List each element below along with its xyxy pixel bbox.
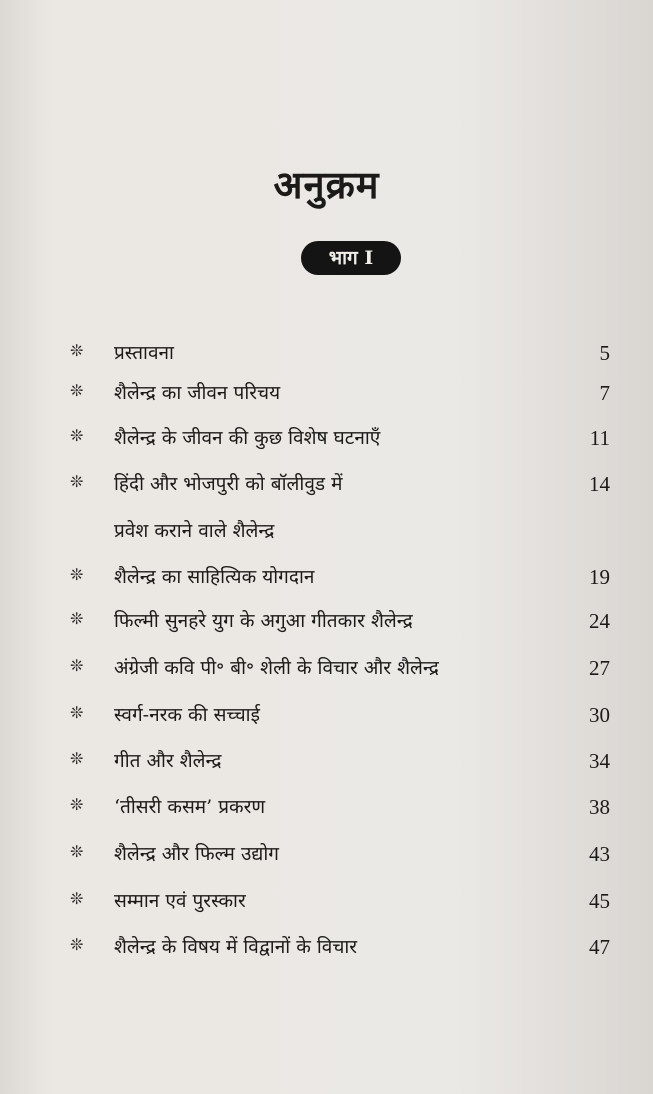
toc-entry-page: 5 — [599, 341, 610, 365]
bullet-icon: ❊ — [70, 795, 84, 814]
toc-entry-label: फिल्मी सुनहरे युग के अगुआ गीतकार शैलेन्द्र — [114, 610, 413, 632]
page-title: अनुक्रम — [273, 162, 380, 207]
toc-entry-page: 7 — [599, 381, 610, 405]
toc-entry-page: 30 — [589, 703, 610, 727]
bullet-icon: ❊ — [70, 426, 84, 445]
toc-entry-page: 43 — [589, 842, 610, 866]
toc-entry-page: 27 — [589, 656, 610, 680]
bullet-icon: ❊ — [70, 609, 84, 628]
toc-entry-label-line2: प्रवेश कराने वाले शैलेन्द्र — [114, 520, 275, 542]
bullet-icon: ❊ — [70, 565, 84, 584]
toc-entry-label: गीत और शैलेन्द्र — [114, 750, 222, 772]
part-badge: भाग I — [301, 241, 401, 275]
toc-entry-page: 14 — [589, 472, 610, 496]
bullet-icon: ❊ — [70, 341, 84, 360]
bullet-icon: ❊ — [70, 935, 84, 954]
toc-entry-label: स्वर्ग-नरक की सच्चाई — [114, 704, 260, 726]
toc-entry-label: ‘तीसरी कसम’ प्रकरण — [114, 796, 266, 818]
bullet-icon: ❊ — [70, 749, 84, 768]
toc-entry-label: प्रस्तावना — [114, 342, 174, 364]
bullet-icon: ❊ — [70, 472, 84, 491]
toc-entry-label: सम्मान एवं पुरस्कार — [114, 890, 246, 912]
toc-entry-label: शैलेन्द्र के विषय में विद्वानों के विचार — [114, 936, 358, 958]
toc-entry-label: हिंदी और भोजपुरी को बॉलीवुड में — [114, 473, 343, 495]
bullet-icon: ❊ — [70, 889, 84, 908]
toc-entry-page: 45 — [589, 889, 610, 913]
toc-entry-label: शैलेन्द्र के जीवन की कुछ विशेष घटनाएँ — [114, 427, 381, 449]
toc-entry-label: अंग्रेजी कवि पी॰ बी॰ शेली के विचार और शैलेन्द्र — [114, 657, 439, 679]
toc-entry-page: 19 — [589, 565, 610, 589]
bullet-icon: ❊ — [70, 842, 84, 861]
toc-entry-label: शैलेन्द्र का साहित्यिक योगदान — [114, 566, 315, 588]
toc-entry-page: 38 — [589, 795, 610, 819]
bullet-icon: ❊ — [70, 381, 84, 400]
toc-entry-label: शैलेन्द्र और फिल्म उद्योग — [114, 843, 279, 865]
toc-entry-page: 24 — [589, 609, 610, 633]
toc-entry-page: 47 — [589, 935, 610, 959]
toc-entry-page: 11 — [589, 426, 610, 450]
toc-entry-label: शैलेन्द्र का जीवन परिचय — [114, 382, 281, 404]
bullet-icon: ❊ — [70, 703, 84, 722]
toc-entry-page: 34 — [589, 749, 610, 773]
bullet-icon: ❊ — [70, 656, 84, 675]
